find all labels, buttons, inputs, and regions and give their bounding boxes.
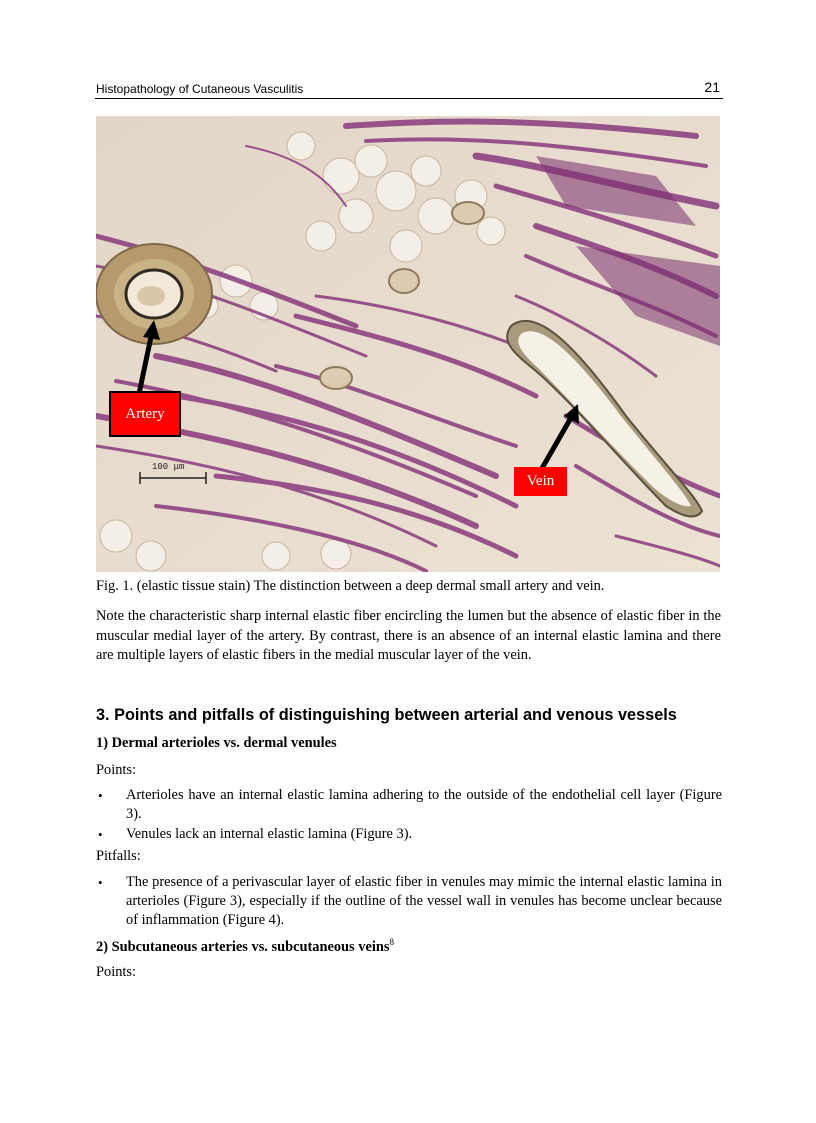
subsection-2-title: 2) Subcutaneous arteries vs. subcutaneous veins (96, 939, 390, 955)
note-paragraph: Note the characteristic sharp internal elastic fiber encircling the lumen but the absence of elastic fiber in the muscular medial layer of the artery. By contrast, there is an absence of an internal elastic lamina and there are multiple layers of elastic fibers in the medial muscular layer of the vein. (96, 608, 721, 663)
histology-micrograph (96, 116, 720, 572)
page-number: 21 (704, 79, 720, 95)
running-title: Histopathology of Cutaneous Vasculitis (96, 82, 304, 96)
points-list-1 (96, 786, 722, 845)
section-heading: 3. Points and pitfalls of distinguishing between arterial and venous vessels (96, 706, 677, 724)
scale-bar-label: 100 μm (152, 462, 185, 472)
histology-figure (96, 116, 720, 572)
list-item: • Venules lack an internal elastic lamina (Figure 3). (96, 825, 722, 844)
artery-label: Artery (109, 391, 181, 437)
figure-caption: Fig. 1. (elastic tissue stain) The distinction between a deep dermal small artery and vein. (96, 578, 605, 594)
subsection-1-title: 1) Dermal arterioles vs. dermal venules (96, 735, 337, 751)
pitfalls-list (96, 873, 722, 931)
points-label-1: Points: (96, 762, 136, 778)
reference-superscript: 8 (389, 937, 394, 948)
vein-label: Vein (514, 467, 567, 496)
subsection-2-heading (96, 939, 394, 956)
list-item: • Arterioles have an internal elastic lamina adhering to the outside of the endothelial cell layer (Figure 3). (96, 786, 722, 824)
list-item: • The presence of a perivascular layer of elastic fiber in venules may mimic the internal elastic lamina in arterioles (Figure 3), especially if the outline of the vessel wall in venules has become unclear because of inflammation (Figure 4). (96, 873, 722, 930)
pitfalls-label: Pitfalls: (96, 848, 141, 864)
points-label-2: Points: (96, 964, 136, 980)
running-header (95, 79, 723, 99)
